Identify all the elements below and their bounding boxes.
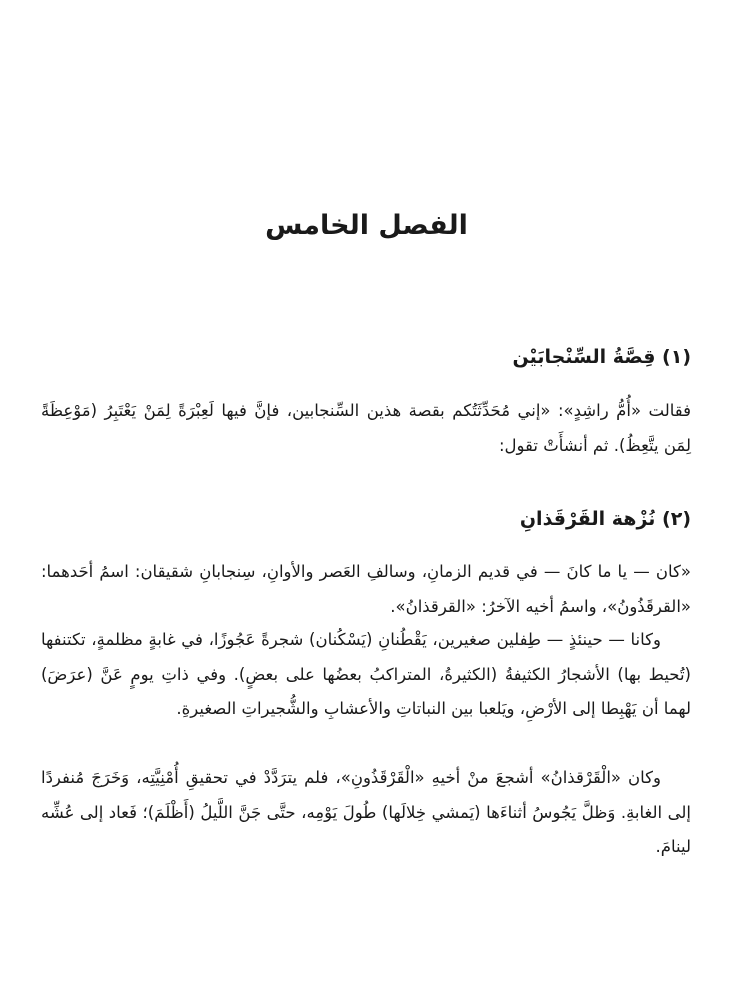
section-1-paragraph-1: فقالت «أُمُّ راشِدٍ»: «إني مُحَدِّثَتُكم بقصة هذين السِّنجابين، فإنَّ فيها لَعِبْرَةً لِمَنْ يَعْتَبِرُ (مَوْعِظَةً لِمَن يتَّعِظُ). ثم أنشأَتْ تقول: — [41, 401, 691, 455]
section-heading-1: (١) قِصَّةُ السِّنْجابَيْن — [512, 346, 691, 368]
section-2-paragraph-1: «كان — يا ما كانَ — في قديم الزمانِ، وسالفِ العَصر والأوانِ، سِنجابانِ شقيقان: اسمُ أحَدهما: «القرقَذُونُ»، واسمُ أخيه الآخرُ: «القرقذانُ». — [41, 562, 691, 616]
section-heading-2: (٢) نُزْهة القَرْقَذانِ — [519, 508, 691, 530]
section-2-paragraph-3: وكان «الْقَرْقذانُ» أشجعَ منْ أخيهِ «الْقَرْقَذُونِ»، فلم يترَدَّدْ في تحقيقِ أُمْنِيَّتِه، وَخَرَجَ مُنفردًا إلى الغابةِ. وَظلَّ يَجُوسُ أثناءَها (يَمشي خِلالَها) طُولَ يَوْمِه، حتَّى جَنَّ اللَّيلُ (أَظْلَمَ)؛ فَعاد إلى عُشِّه لينامَ. — [41, 768, 691, 856]
chapter-title: الفصل الخامس — [265, 210, 468, 241]
section-2-paragraph-2: وكانا — حينئذٍ — طِفلين صغيرين، يَقْطُنانِ (يَسْكُنان) شجرةً عَجُوزًا، في غابةٍ مظلمةٍ، تكتنفها (تُحيط بها) الأشجارُ الكثيفةُ (الكثيرةُ، المتراكبُ بعضُها على بعضٍ). وفي ذاتِ يومٍ عَنَّ (عرَضَ) لهما أن يَهْبِطا إلى الأرْضِ، ويَلعبا بين النباتاتِ والأعشابِ والشُّجيراتِ الصغيرةِ. — [41, 630, 691, 718]
